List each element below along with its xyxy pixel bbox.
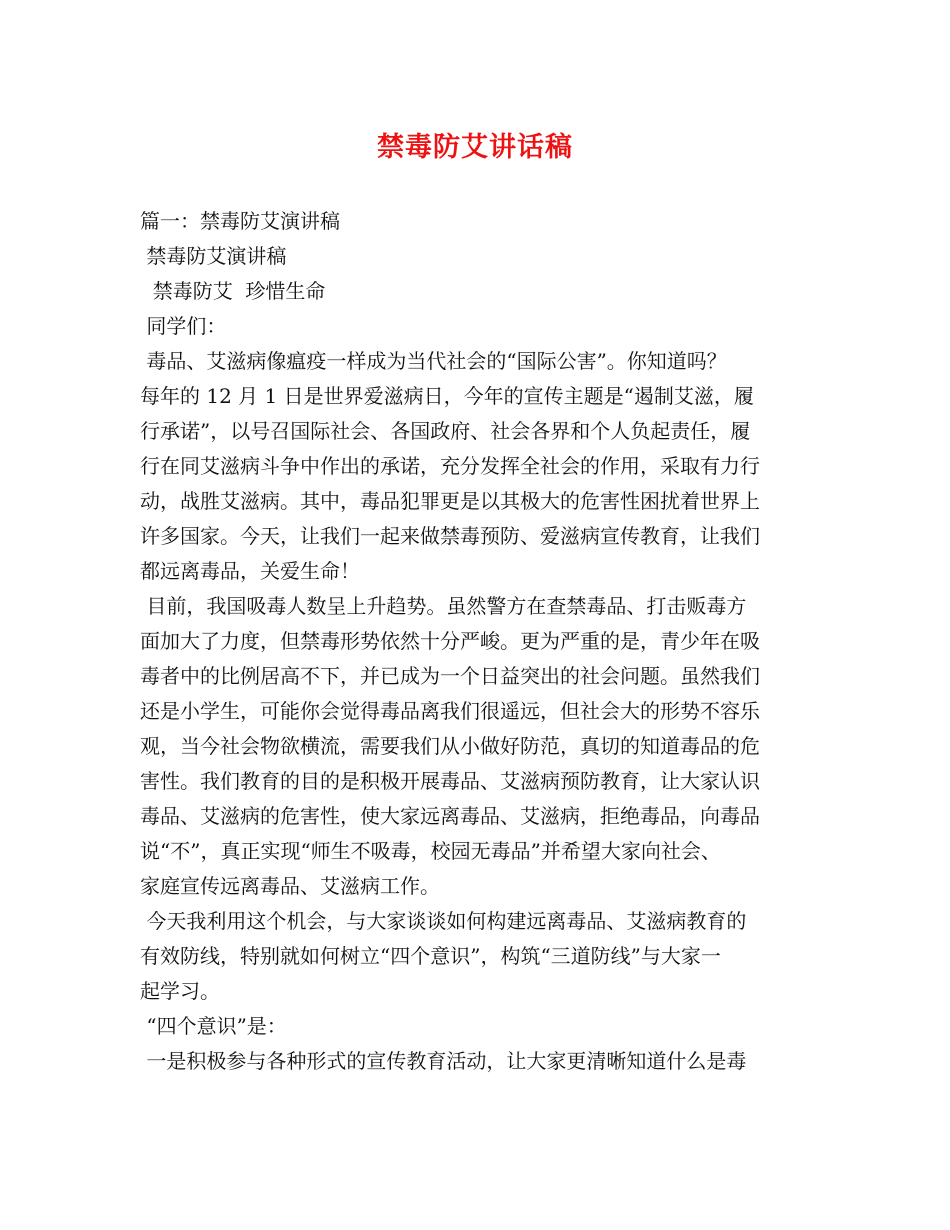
body-line: 目前，我国吸毒人数呈上升趋势。虽然警方在查禁毒品、打击贩毒方 (140, 594, 747, 618)
body-line: 还是小学生，可能你会觉得毒品离我们很遥远，但社会大的形势不容乐 (140, 699, 760, 723)
body-line: 行在同艾滋病斗争中作出的承诺，充分发挥全社会的作用，采取有力行 (140, 454, 760, 478)
body-line: 起学习。 (140, 979, 220, 1003)
body-line: 许多国家。今天，让我们一起来做禁毒预防、爱滋病宣传教育，让我们 (140, 524, 760, 548)
body-line: “四个意识”是： (140, 1014, 287, 1038)
document-body (140, 204, 815, 1079)
body-line: 面加大了力度，但禁毒形势依然十分严峻。更为严重的是，青少年在吸 (140, 629, 760, 653)
body-line: 都远离毒品，关爱生命！ (140, 559, 360, 583)
body-line: 家庭宣传远离毒品、艾滋病工作。 (140, 874, 440, 898)
body-line: 每年的 12 月 1 日是世界爱滋病日，今年的宣传主题是“遏制艾滋，履 (140, 384, 754, 408)
body-line: 害性。我们教育的目的是积极开展毒品、艾滋病预防教育，让大家认识 (140, 769, 760, 793)
body-line: 毒品、艾滋病像瘟疫一样成为当代社会的“国际公害”。你知道吗？ (140, 349, 727, 373)
body-line: 行承诺”，以号召国际社会、各国政府、社会各界和个人负起责任，履 (140, 419, 751, 443)
body-line: 同学们： (140, 314, 227, 338)
body-line: 有效防线，特别就如何树立“四个意识”，构筑“三道防线”与大家一 (140, 944, 721, 968)
body-line: 禁毒防艾 珍惜生命 (140, 279, 326, 303)
body-line: 动，战胜艾滋病。其中，毒品犯罪更是以其极大的危害性困扰着世界上 (140, 489, 760, 513)
body-line: 毒品、艾滋病的危害性，使大家远离毒品、艾滋病，拒绝毒品，向毒品 (140, 804, 760, 828)
body-line: 说“不”，真正实现“师生不吸毒，校园无毒品”并希望大家向社会、 (140, 839, 721, 863)
document-title: 禁毒防艾讲话稿 (377, 132, 573, 163)
body-line: 篇一：禁毒防艾演讲稿 (140, 209, 340, 233)
body-line: 毒者中的比例居高不下，并已成为一个日益突出的社会问题。虽然我们 (140, 664, 760, 688)
body-line: 今天我利用这个机会，与大家谈谈如何构建远离毒品、艾滋病教育的 (140, 909, 747, 933)
body-line: 一是积极参与各种形式的宣传教育活动，让大家更清晰知道什么是毒 (140, 1049, 747, 1073)
body-line: 禁毒防艾演讲稿 (140, 244, 287, 268)
body-line: 观，当今社会物欲横流，需要我们从小做好防范，真切的知道毒品的危 (140, 734, 760, 758)
